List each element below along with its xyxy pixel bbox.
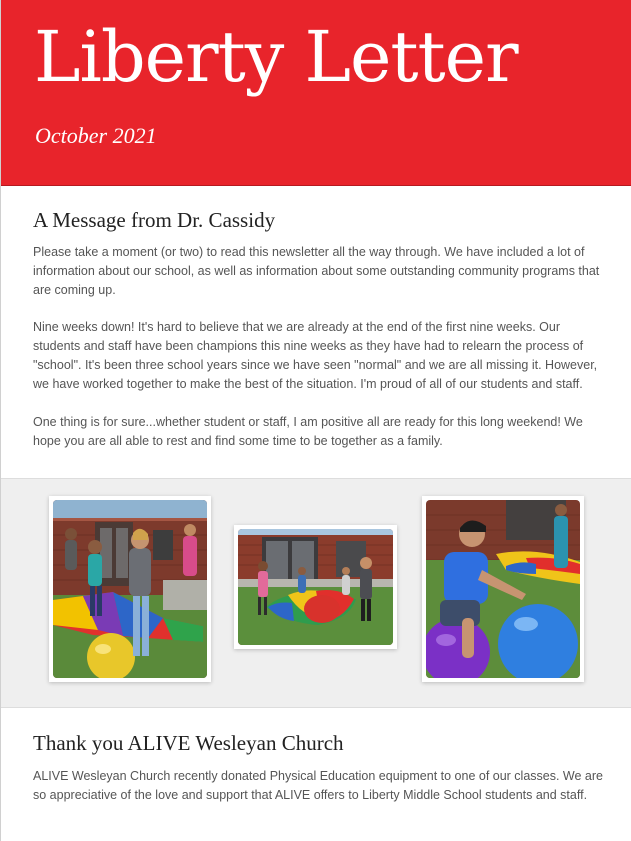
gallery-photo-2[interactable] (234, 525, 397, 649)
gallery-photo-3[interactable] (422, 496, 584, 682)
message-paragraph-2: Nine weeks down! It's hard to believe that we are already at the end of the first nine weeks. Our students and staff have been champions this nine weeks as they have had to relearn the process of "school". It's been three school years since we have seen "normal" and we are all missing it. However, we have worked together to make the best of the situation. I'm proud of all of our students and staff. (33, 320, 598, 391)
message-paragraph-3: One thing is for sure...whether student or staff, I am positive all are ready for this long weekend! We hope you are all able to rest and find some time to be together as a family. (33, 415, 583, 448)
lawn-parachute-photo-image (238, 529, 393, 645)
exercise-ball-photo-image (426, 500, 580, 678)
photo-gallery (1, 478, 631, 708)
church-thanks-heading: Thank you ALIVE Wesleyan Church (33, 731, 344, 755)
principal-message-section (1, 186, 631, 478)
gallery-photo-1[interactable] (49, 496, 211, 682)
message-paragraph-1: Please take a moment (or two) to read this newsletter all the way through. We have included a lot of information about our school, as well as information about some outstanding community programs that are coming up. (33, 245, 600, 297)
parachute-photo-image (53, 500, 207, 678)
issue-date: October 2021 (35, 123, 157, 148)
church-thanks-paragraph: ALIVE Wesleyan Church recently donated Physical Education equipment to one of our classes. We are so appreciative of the love and support that ALIVE offers to Liberty Middle School students and staff. (33, 769, 603, 802)
newsletter-header (1, 0, 631, 186)
principal-message-heading: A Message from Dr. Cassidy (33, 208, 276, 232)
newsletter-title: Liberty Letter (34, 16, 518, 98)
church-thanks-section (1, 708, 631, 841)
